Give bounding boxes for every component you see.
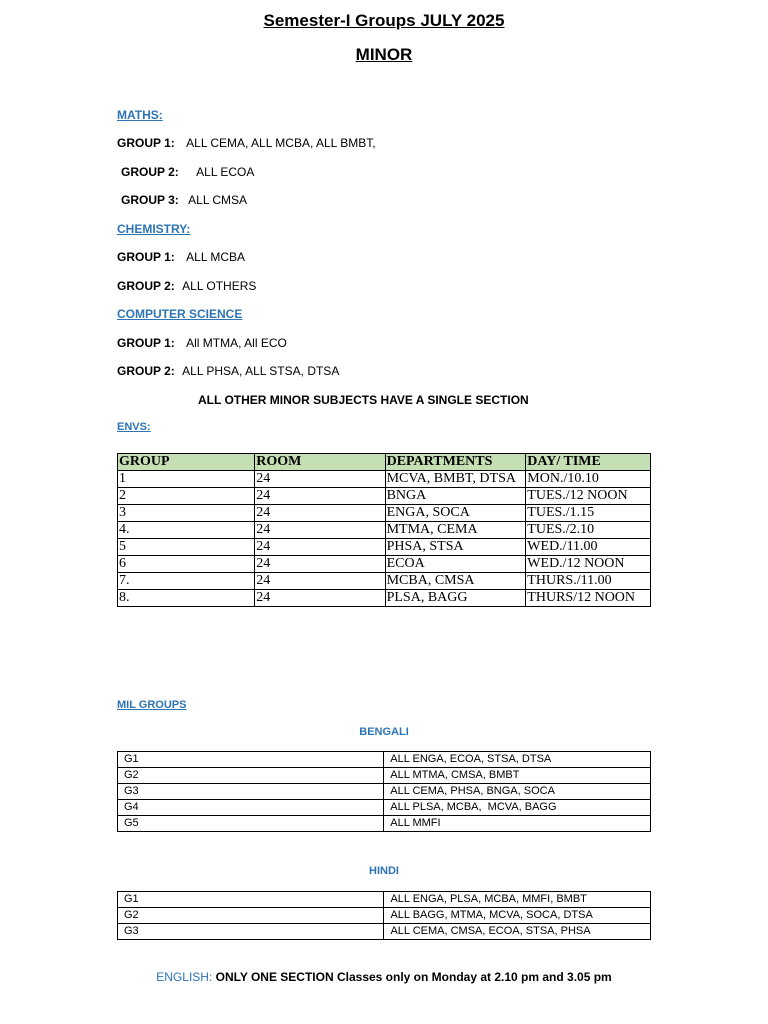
group-label: GROUP 2: <box>117 279 175 293</box>
cell-group: 7. <box>118 573 255 590</box>
cell-day-time: TUES./2.10 <box>526 522 651 539</box>
cell-room: 24 <box>255 488 385 505</box>
group-value: ALL CMSA <box>188 193 248 207</box>
cell-group: G4 <box>118 800 384 816</box>
cell-group: G2 <box>118 768 384 784</box>
cell-room: 24 <box>255 539 385 556</box>
chemistry-heading: CHEMISTRY: <box>117 222 191 236</box>
table-row <box>118 573 651 590</box>
group-value: ALL ECOA <box>196 165 255 179</box>
envs-table <box>117 453 651 607</box>
group-label: GROUP 3: <box>121 193 179 207</box>
chemistry-group-2 <box>117 279 256 293</box>
table-row <box>118 505 651 522</box>
cell-day-time: WED./11.00 <box>526 539 651 556</box>
cell-departments: ALL ENGA, ECOA, STSA, DTSA <box>384 752 651 768</box>
cell-group: 2 <box>118 488 255 505</box>
group-label: GROUP 2: <box>121 165 179 179</box>
cell-departments: ALL MMFI <box>384 816 651 832</box>
table-row <box>118 556 651 573</box>
table-row <box>118 752 651 768</box>
cs-group-1 <box>117 336 287 350</box>
cell-group: G1 <box>118 892 384 908</box>
group-value: ALL MCBA <box>186 250 246 264</box>
envs-header-row <box>118 454 651 471</box>
cell-room: 24 <box>255 505 385 522</box>
cell-room: 24 <box>255 590 385 607</box>
table-row <box>118 892 651 908</box>
english-note <box>0 970 768 984</box>
cell-departments: MCVA, BMBT, DTSA <box>385 471 526 488</box>
cell-group: 5 <box>118 539 255 556</box>
page-title: Semester-I Groups JULY 2025 <box>263 11 505 30</box>
english-note-text: ONLY ONE SECTION Classes only on Monday at 2.10 pm and 3.05 pm <box>212 970 612 984</box>
maths-group-2 <box>121 165 254 179</box>
group-label: GROUP 2: <box>117 364 175 378</box>
hindi-title: HINDI <box>369 865 399 877</box>
cell-group: G1 <box>118 752 384 768</box>
cell-departments: ALL PLSA, MCBA, MCVA, BAGG <box>384 800 651 816</box>
cell-day-time: THURS./11.00 <box>526 573 651 590</box>
bengali-title: BENGALI <box>359 726 409 738</box>
col-header-room: ROOM <box>255 454 385 471</box>
cell-group: G3 <box>118 784 384 800</box>
cell-group: 1 <box>118 471 255 488</box>
table-row <box>118 488 651 505</box>
table-row <box>118 800 651 816</box>
cell-departments: ALL CEMA, PHSA, BNGA, SOCA <box>384 784 651 800</box>
envs-heading: ENVS: <box>117 421 151 433</box>
cell-room: 24 <box>255 573 385 590</box>
table-row <box>118 522 651 539</box>
mil-groups-heading: MIL GROUPS <box>117 699 187 711</box>
cell-departments: MTMA, CEMA <box>385 522 526 539</box>
maths-group-3 <box>121 193 247 207</box>
maths-heading: MATHS: <box>117 108 163 122</box>
cell-departments: ALL CEMA, CMSA, ECOA, STSA, PHSA <box>384 924 651 940</box>
maths-group-1 <box>117 136 376 150</box>
cell-room: 24 <box>255 471 385 488</box>
table-row <box>118 924 651 940</box>
hindi-table <box>117 891 651 940</box>
group-value: ALL CEMA, ALL MCBA, ALL BMBT, <box>186 136 376 150</box>
cell-departments: ENGA, SOCA <box>385 505 526 522</box>
cell-departments: BNGA <box>385 488 526 505</box>
cell-departments: PHSA, STSA <box>385 539 526 556</box>
table-row <box>118 768 651 784</box>
cell-day-time: WED./12 NOON <box>526 556 651 573</box>
group-value: All MTMA, All ECO <box>186 336 287 350</box>
cell-day-time: MON./10.10 <box>526 471 651 488</box>
cell-group: G3 <box>118 924 384 940</box>
cell-departments: MCBA, CMSA <box>385 573 526 590</box>
cell-departments: ALL MTMA, CMSA, BMBT <box>384 768 651 784</box>
cs-group-2 <box>117 364 339 378</box>
table-row <box>118 816 651 832</box>
single-section-note: ALL OTHER MINOR SUBJECTS HAVE A SINGLE SECTION <box>198 393 529 407</box>
table-row <box>118 784 651 800</box>
cell-group: 6 <box>118 556 255 573</box>
group-label: GROUP 1: <box>117 250 175 264</box>
cell-group: G5 <box>118 816 384 832</box>
group-label: GROUP 1: <box>117 336 175 350</box>
english-label: ENGLISH: <box>156 970 213 984</box>
table-row <box>118 590 651 607</box>
cell-departments: ECOA <box>385 556 526 573</box>
cell-room: 24 <box>255 556 385 573</box>
table-row <box>118 539 651 556</box>
cell-group: G2 <box>118 908 384 924</box>
bengali-table <box>117 751 651 832</box>
group-value: ALL PHSA, ALL STSA, DTSA <box>182 364 340 378</box>
cell-day-time: THURS/12 NOON <box>526 590 651 607</box>
cell-day-time: TUES./1.15 <box>526 505 651 522</box>
cell-group: 4. <box>118 522 255 539</box>
cell-departments: ALL ENGA, PLSA, MCBA, MMFI, BMBT <box>384 892 651 908</box>
cell-departments: PLSA, BAGG <box>385 590 526 607</box>
cell-departments: ALL BAGG, MTMA, MCVA, SOCA, DTSA <box>384 908 651 924</box>
cell-day-time: TUES./12 NOON <box>526 488 651 505</box>
col-header-departments: DEPARTMENTS <box>385 454 526 471</box>
cell-group: 3 <box>118 505 255 522</box>
cell-group: 8. <box>118 590 255 607</box>
page-subtitle: MINOR <box>355 45 413 64</box>
col-header-group: GROUP <box>118 454 255 471</box>
group-value: ALL OTHERS <box>182 279 257 293</box>
col-header-day-time: DAY/ TIME <box>526 454 651 471</box>
group-label: GROUP 1: <box>117 136 175 150</box>
table-row <box>118 471 651 488</box>
table-row <box>118 908 651 924</box>
cell-room: 24 <box>255 522 385 539</box>
chemistry-group-1 <box>117 250 245 264</box>
computer-science-heading: COMPUTER SCIENCE <box>117 307 243 321</box>
